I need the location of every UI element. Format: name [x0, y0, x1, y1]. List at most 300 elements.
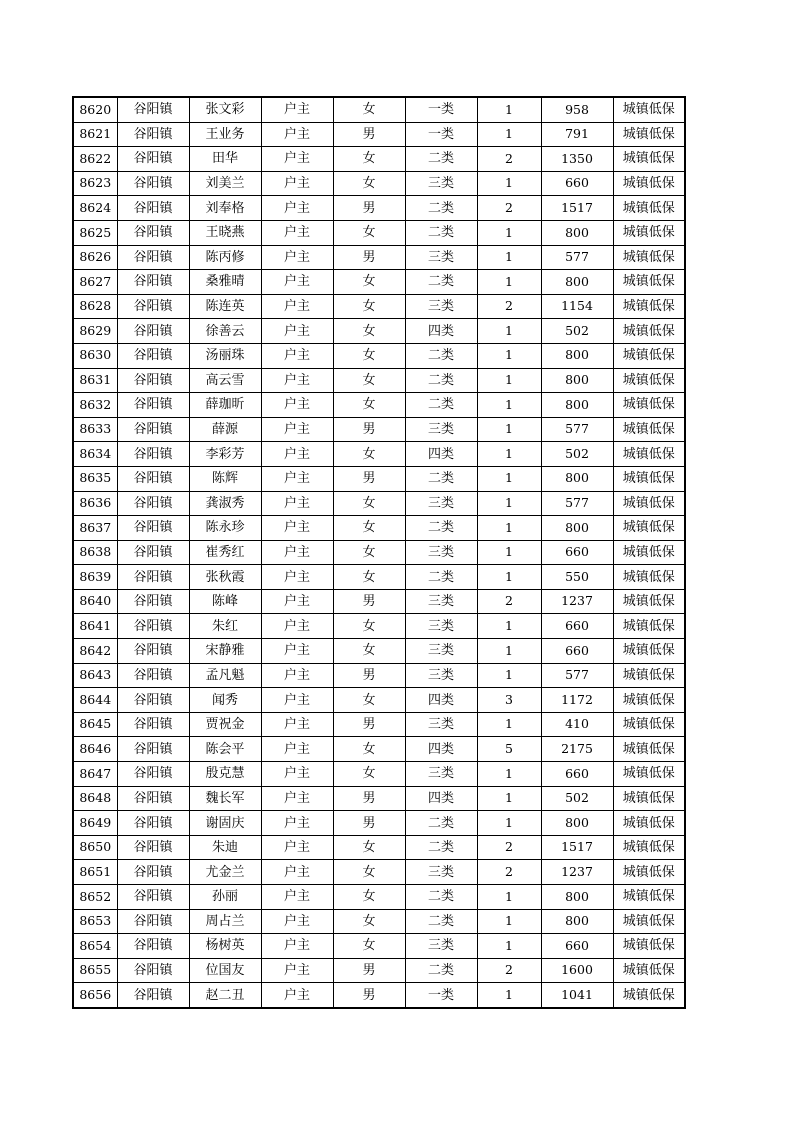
amount-cell: 1041: [541, 983, 613, 1008]
town-cell: 谷阳镇: [117, 270, 189, 295]
serial-number-cell: 8646: [73, 737, 117, 762]
household-size-cell: 1: [477, 909, 541, 934]
gender-cell: 女: [333, 368, 405, 393]
relation-cell: 户主: [261, 122, 333, 147]
table-row: [73, 196, 685, 221]
name-cell: 汤丽珠: [189, 343, 261, 368]
relation-cell: 户主: [261, 786, 333, 811]
gender-cell: 女: [333, 688, 405, 713]
serial-number-cell: 8645: [73, 712, 117, 737]
household-size-cell: 2: [477, 860, 541, 885]
serial-number-cell: 8641: [73, 614, 117, 639]
gender-cell: 女: [333, 614, 405, 639]
table-row: [73, 516, 685, 541]
category-cell: 二类: [405, 147, 477, 172]
name-cell: 孙丽: [189, 885, 261, 910]
serial-number-cell: 8648: [73, 786, 117, 811]
name-cell: 贾祝金: [189, 712, 261, 737]
amount-cell: 1350: [541, 147, 613, 172]
table-row: [73, 909, 685, 934]
town-cell: 谷阳镇: [117, 343, 189, 368]
household-size-cell: 2: [477, 589, 541, 614]
gender-cell: 女: [333, 294, 405, 319]
relation-cell: 户主: [261, 319, 333, 344]
household-size-cell: 1: [477, 540, 541, 565]
name-cell: 陈峰: [189, 589, 261, 614]
household-size-cell: 1: [477, 491, 541, 516]
relation-cell: 户主: [261, 393, 333, 418]
household-size-cell: 2: [477, 958, 541, 983]
assistance-type-cell: 城镇低保: [613, 516, 685, 541]
assistance-type-cell: 城镇低保: [613, 196, 685, 221]
gender-cell: 男: [333, 245, 405, 270]
name-cell: 崔秀红: [189, 540, 261, 565]
gender-cell: 男: [333, 466, 405, 491]
category-cell: 二类: [405, 811, 477, 836]
town-cell: 谷阳镇: [117, 516, 189, 541]
gender-cell: 女: [333, 762, 405, 787]
serial-number-cell: 8632: [73, 393, 117, 418]
amount-cell: 660: [541, 934, 613, 959]
serial-number-cell: 8634: [73, 442, 117, 467]
relation-cell: 户主: [261, 220, 333, 245]
table-row: [73, 762, 685, 787]
serial-number-cell: 8637: [73, 516, 117, 541]
serial-number-cell: 8651: [73, 860, 117, 885]
amount-cell: 660: [541, 639, 613, 664]
serial-number-cell: 8630: [73, 343, 117, 368]
relation-cell: 户主: [261, 196, 333, 221]
household-size-cell: 2: [477, 294, 541, 319]
household-size-cell: 3: [477, 688, 541, 713]
serial-number-cell: 8635: [73, 466, 117, 491]
table-row: [73, 565, 685, 590]
name-cell: 魏长军: [189, 786, 261, 811]
name-cell: 殷克慧: [189, 762, 261, 787]
assistance-type-cell: 城镇低保: [613, 122, 685, 147]
amount-cell: 577: [541, 663, 613, 688]
name-cell: 宋静雅: [189, 639, 261, 664]
assistance-type-cell: 城镇低保: [613, 171, 685, 196]
table-row: [73, 270, 685, 295]
amount-cell: 800: [541, 885, 613, 910]
amount-cell: 660: [541, 762, 613, 787]
assistance-type-cell: 城镇低保: [613, 614, 685, 639]
table-body: [73, 97, 685, 1008]
amount-cell: 2175: [541, 737, 613, 762]
assistance-type-cell: 城镇低保: [613, 885, 685, 910]
amount-cell: 1172: [541, 688, 613, 713]
name-cell: 陈连英: [189, 294, 261, 319]
name-cell: 刘奉格: [189, 196, 261, 221]
name-cell: 位国友: [189, 958, 261, 983]
name-cell: 龚淑秀: [189, 491, 261, 516]
table-row: [73, 147, 685, 172]
table-row: [73, 639, 685, 664]
assistance-type-cell: 城镇低保: [613, 565, 685, 590]
household-size-cell: 2: [477, 147, 541, 172]
category-cell: 四类: [405, 688, 477, 713]
table-row: [73, 245, 685, 270]
gender-cell: 女: [333, 442, 405, 467]
household-size-cell: 1: [477, 97, 541, 122]
assistance-type-cell: 城镇低保: [613, 540, 685, 565]
category-cell: 二类: [405, 835, 477, 860]
amount-cell: 502: [541, 442, 613, 467]
assistance-type-cell: 城镇低保: [613, 983, 685, 1008]
category-cell: 一类: [405, 983, 477, 1008]
table-row: [73, 442, 685, 467]
table-row: [73, 663, 685, 688]
relation-cell: 户主: [261, 343, 333, 368]
relation-cell: 户主: [261, 442, 333, 467]
town-cell: 谷阳镇: [117, 147, 189, 172]
town-cell: 谷阳镇: [117, 319, 189, 344]
serial-number-cell: 8625: [73, 220, 117, 245]
relation-cell: 户主: [261, 491, 333, 516]
table-row: [73, 934, 685, 959]
relation-cell: 户主: [261, 983, 333, 1008]
assistance-type-cell: 城镇低保: [613, 368, 685, 393]
serial-number-cell: 8649: [73, 811, 117, 836]
table-row: [73, 393, 685, 418]
table-row: [73, 835, 685, 860]
town-cell: 谷阳镇: [117, 614, 189, 639]
name-cell: 薛源: [189, 417, 261, 442]
town-cell: 谷阳镇: [117, 983, 189, 1008]
amount-cell: 1237: [541, 589, 613, 614]
town-cell: 谷阳镇: [117, 417, 189, 442]
gender-cell: 男: [333, 958, 405, 983]
gender-cell: 男: [333, 811, 405, 836]
amount-cell: 1154: [541, 294, 613, 319]
town-cell: 谷阳镇: [117, 786, 189, 811]
town-cell: 谷阳镇: [117, 762, 189, 787]
amount-cell: 660: [541, 540, 613, 565]
assistance-type-cell: 城镇低保: [613, 417, 685, 442]
category-cell: 三类: [405, 491, 477, 516]
gender-cell: 男: [333, 983, 405, 1008]
assistance-type-cell: 城镇低保: [613, 712, 685, 737]
gender-cell: 女: [333, 319, 405, 344]
category-cell: 四类: [405, 319, 477, 344]
name-cell: 薛珈昕: [189, 393, 261, 418]
category-cell: 四类: [405, 442, 477, 467]
category-cell: 三类: [405, 639, 477, 664]
category-cell: 三类: [405, 417, 477, 442]
category-cell: 一类: [405, 97, 477, 122]
assistance-type-cell: 城镇低保: [613, 860, 685, 885]
document-table-container: [72, 96, 686, 1009]
category-cell: 二类: [405, 958, 477, 983]
relation-cell: 户主: [261, 147, 333, 172]
gender-cell: 女: [333, 270, 405, 295]
town-cell: 谷阳镇: [117, 196, 189, 221]
town-cell: 谷阳镇: [117, 97, 189, 122]
serial-number-cell: 8624: [73, 196, 117, 221]
gender-cell: 男: [333, 663, 405, 688]
table-row: [73, 958, 685, 983]
category-cell: 四类: [405, 737, 477, 762]
relation-cell: 户主: [261, 516, 333, 541]
name-cell: 李彩芳: [189, 442, 261, 467]
gender-cell: 女: [333, 540, 405, 565]
household-size-cell: 1: [477, 614, 541, 639]
serial-number-cell: 8629: [73, 319, 117, 344]
gender-cell: 男: [333, 122, 405, 147]
household-size-cell: 2: [477, 835, 541, 860]
assistance-type-cell: 城镇低保: [613, 466, 685, 491]
table-row: [73, 466, 685, 491]
town-cell: 谷阳镇: [117, 540, 189, 565]
assistance-type-cell: 城镇低保: [613, 934, 685, 959]
gender-cell: 女: [333, 220, 405, 245]
relation-cell: 户主: [261, 540, 333, 565]
gender-cell: 男: [333, 196, 405, 221]
amount-cell: 800: [541, 343, 613, 368]
gender-cell: 女: [333, 343, 405, 368]
household-size-cell: 1: [477, 663, 541, 688]
amount-cell: 1517: [541, 196, 613, 221]
town-cell: 谷阳镇: [117, 737, 189, 762]
category-cell: 三类: [405, 294, 477, 319]
amount-cell: 1237: [541, 860, 613, 885]
amount-cell: 410: [541, 712, 613, 737]
serial-number-cell: 8654: [73, 934, 117, 959]
assistance-type-cell: 城镇低保: [613, 491, 685, 516]
assistance-type-cell: 城镇低保: [613, 270, 685, 295]
name-cell: 赵二丑: [189, 983, 261, 1008]
serial-number-cell: 8628: [73, 294, 117, 319]
category-cell: 二类: [405, 516, 477, 541]
relation-cell: 户主: [261, 294, 333, 319]
town-cell: 谷阳镇: [117, 220, 189, 245]
amount-cell: 800: [541, 270, 613, 295]
gender-cell: 女: [333, 147, 405, 172]
table-row: [73, 737, 685, 762]
amount-cell: 958: [541, 97, 613, 122]
serial-number-cell: 8639: [73, 565, 117, 590]
serial-number-cell: 8631: [73, 368, 117, 393]
category-cell: 三类: [405, 614, 477, 639]
relation-cell: 户主: [261, 762, 333, 787]
serial-number-cell: 8636: [73, 491, 117, 516]
assistance-type-cell: 城镇低保: [613, 442, 685, 467]
household-size-cell: 1: [477, 811, 541, 836]
name-cell: 刘美兰: [189, 171, 261, 196]
category-cell: 三类: [405, 712, 477, 737]
table-row: [73, 786, 685, 811]
household-size-cell: 1: [477, 983, 541, 1008]
name-cell: 张秋霞: [189, 565, 261, 590]
amount-cell: 577: [541, 245, 613, 270]
relation-cell: 户主: [261, 589, 333, 614]
assistance-type-cell: 城镇低保: [613, 343, 685, 368]
table-row: [73, 540, 685, 565]
assistance-type-cell: 城镇低保: [613, 762, 685, 787]
gender-cell: 女: [333, 835, 405, 860]
name-cell: 王业务: [189, 122, 261, 147]
gender-cell: 女: [333, 934, 405, 959]
gender-cell: 女: [333, 171, 405, 196]
category-cell: 二类: [405, 220, 477, 245]
town-cell: 谷阳镇: [117, 171, 189, 196]
table-row: [73, 319, 685, 344]
relation-cell: 户主: [261, 885, 333, 910]
gender-cell: 女: [333, 516, 405, 541]
category-cell: 二类: [405, 343, 477, 368]
serial-number-cell: 8643: [73, 663, 117, 688]
relation-cell: 户主: [261, 270, 333, 295]
category-cell: 三类: [405, 663, 477, 688]
table-row: [73, 417, 685, 442]
assistance-type-cell: 城镇低保: [613, 97, 685, 122]
amount-cell: 550: [541, 565, 613, 590]
serial-number-cell: 8621: [73, 122, 117, 147]
amount-cell: 800: [541, 368, 613, 393]
serial-number-cell: 8655: [73, 958, 117, 983]
gender-cell: 男: [333, 589, 405, 614]
town-cell: 谷阳镇: [117, 639, 189, 664]
category-cell: 四类: [405, 786, 477, 811]
table-row: [73, 343, 685, 368]
table-row: [73, 220, 685, 245]
town-cell: 谷阳镇: [117, 393, 189, 418]
category-cell: 二类: [405, 393, 477, 418]
town-cell: 谷阳镇: [117, 835, 189, 860]
town-cell: 谷阳镇: [117, 885, 189, 910]
category-cell: 一类: [405, 122, 477, 147]
serial-number-cell: 8620: [73, 97, 117, 122]
relation-cell: 户主: [261, 466, 333, 491]
amount-cell: 800: [541, 393, 613, 418]
name-cell: 孟凡魁: [189, 663, 261, 688]
table-row: [73, 171, 685, 196]
amount-cell: 800: [541, 909, 613, 934]
category-cell: 二类: [405, 885, 477, 910]
amount-cell: 660: [541, 171, 613, 196]
serial-number-cell: 8642: [73, 639, 117, 664]
table-row: [73, 885, 685, 910]
town-cell: 谷阳镇: [117, 368, 189, 393]
amount-cell: 660: [541, 614, 613, 639]
name-cell: 谢固庆: [189, 811, 261, 836]
name-cell: 尤金兰: [189, 860, 261, 885]
table-row: [73, 491, 685, 516]
household-size-cell: 1: [477, 442, 541, 467]
table-row: [73, 122, 685, 147]
serial-number-cell: 8626: [73, 245, 117, 270]
serial-number-cell: 8650: [73, 835, 117, 860]
amount-cell: 800: [541, 220, 613, 245]
town-cell: 谷阳镇: [117, 934, 189, 959]
household-size-cell: 2: [477, 196, 541, 221]
table-row: [73, 688, 685, 713]
name-cell: 陈永珍: [189, 516, 261, 541]
amount-cell: 1600: [541, 958, 613, 983]
assistance-type-cell: 城镇低保: [613, 220, 685, 245]
category-cell: 三类: [405, 171, 477, 196]
town-cell: 谷阳镇: [117, 294, 189, 319]
household-size-cell: 5: [477, 737, 541, 762]
town-cell: 谷阳镇: [117, 909, 189, 934]
household-size-cell: 1: [477, 270, 541, 295]
gender-cell: 男: [333, 417, 405, 442]
category-cell: 二类: [405, 565, 477, 590]
relation-cell: 户主: [261, 97, 333, 122]
relation-cell: 户主: [261, 811, 333, 836]
household-size-cell: 1: [477, 122, 541, 147]
name-cell: 杨树英: [189, 934, 261, 959]
relation-cell: 户主: [261, 688, 333, 713]
gender-cell: 女: [333, 885, 405, 910]
gender-cell: 女: [333, 491, 405, 516]
category-cell: 三类: [405, 762, 477, 787]
table-row: [73, 368, 685, 393]
name-cell: 朱红: [189, 614, 261, 639]
category-cell: 二类: [405, 196, 477, 221]
town-cell: 谷阳镇: [117, 466, 189, 491]
household-size-cell: 1: [477, 245, 541, 270]
gender-cell: 女: [333, 737, 405, 762]
town-cell: 谷阳镇: [117, 442, 189, 467]
town-cell: 谷阳镇: [117, 663, 189, 688]
category-cell: 三类: [405, 540, 477, 565]
name-cell: 陈丙修: [189, 245, 261, 270]
table-row: [73, 860, 685, 885]
town-cell: 谷阳镇: [117, 811, 189, 836]
household-size-cell: 1: [477, 762, 541, 787]
assistance-type-cell: 城镇低保: [613, 147, 685, 172]
relation-cell: 户主: [261, 860, 333, 885]
assistance-type-cell: 城镇低保: [613, 737, 685, 762]
gender-cell: 女: [333, 909, 405, 934]
table-row: [73, 712, 685, 737]
serial-number-cell: 8633: [73, 417, 117, 442]
relation-cell: 户主: [261, 614, 333, 639]
amount-cell: 577: [541, 417, 613, 442]
household-size-cell: 1: [477, 516, 541, 541]
gender-cell: 女: [333, 393, 405, 418]
table-row: [73, 97, 685, 122]
town-cell: 谷阳镇: [117, 712, 189, 737]
name-cell: 陈会平: [189, 737, 261, 762]
serial-number-cell: 8653: [73, 909, 117, 934]
name-cell: 桑雅晴: [189, 270, 261, 295]
subsistence-allowance-table: [72, 96, 686, 1009]
relation-cell: 户主: [261, 909, 333, 934]
serial-number-cell: 8656: [73, 983, 117, 1008]
assistance-type-cell: 城镇低保: [613, 958, 685, 983]
category-cell: 二类: [405, 368, 477, 393]
serial-number-cell: 8652: [73, 885, 117, 910]
town-cell: 谷阳镇: [117, 958, 189, 983]
town-cell: 谷阳镇: [117, 688, 189, 713]
household-size-cell: 1: [477, 368, 541, 393]
assistance-type-cell: 城镇低保: [613, 319, 685, 344]
table-row: [73, 811, 685, 836]
household-size-cell: 1: [477, 319, 541, 344]
assistance-type-cell: 城镇低保: [613, 786, 685, 811]
gender-cell: 男: [333, 712, 405, 737]
town-cell: 谷阳镇: [117, 565, 189, 590]
category-cell: 三类: [405, 934, 477, 959]
town-cell: 谷阳镇: [117, 245, 189, 270]
serial-number-cell: 8622: [73, 147, 117, 172]
name-cell: 朱迪: [189, 835, 261, 860]
town-cell: 谷阳镇: [117, 122, 189, 147]
relation-cell: 户主: [261, 663, 333, 688]
